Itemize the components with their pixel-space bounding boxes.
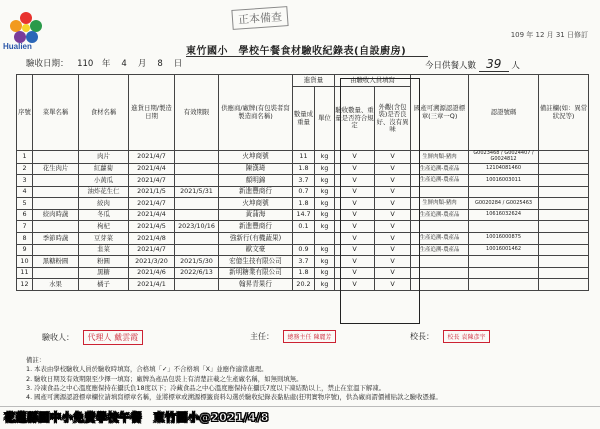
cell-item: 黑糖 — [79, 267, 129, 279]
cell-unit: kg — [315, 198, 335, 210]
cell-expiry — [175, 209, 219, 221]
cell-expiry: 2023/10/16 — [175, 221, 219, 233]
cell-cert: 10016000875 — [469, 233, 539, 245]
cell-expiry — [175, 198, 219, 210]
cell-c2: V — [375, 267, 411, 279]
receipt-date — [26, 57, 182, 69]
receipt-month-unit: 月 — [137, 59, 147, 69]
cell-qty: 14.7 — [293, 209, 315, 221]
cell-item: 冬瓜 — [79, 209, 129, 221]
cell-cert: 10016003011 — [469, 175, 539, 187]
cell-qty: 1.8 — [293, 198, 315, 210]
note-line: 4. 國產可溯源認證標章欄位請填寫標章名稱，並將標章或溯源標籤資料勾選於驗收紀錄表黏貼處(狂明實物序號)，供為廠商謂價補貼款之驗收憑據。 — [26, 393, 442, 402]
cell-supplier: 翰昇青果行 — [219, 279, 293, 291]
cell-dish: 黑糖粉圓 — [33, 256, 79, 268]
cell-expiry: 2021/5/30 — [175, 256, 219, 268]
cell-c1: V — [335, 256, 375, 268]
cell-c2: V — [375, 175, 411, 187]
cell-remark — [539, 209, 589, 221]
cell-qty — [293, 233, 315, 245]
principal-signature — [410, 330, 490, 343]
cell-remark — [539, 175, 589, 187]
cell-cert: 10016001462 — [469, 244, 539, 256]
cell-dish: 季節時蔬 — [33, 233, 79, 245]
receipt-day: 8 — [157, 59, 163, 69]
cell-c1: V — [335, 233, 375, 245]
cell-expiry — [175, 151, 219, 164]
cell-unit: kg — [315, 151, 335, 164]
cell-c1: V — [335, 163, 375, 175]
cell-cert: G0020284 / G0025463 — [469, 198, 539, 210]
cell-item: 絞肉 — [79, 198, 129, 210]
cell-cert — [469, 279, 539, 291]
cell-supplier: 強新行(有機蔬果) — [219, 233, 293, 245]
supervisor-signature — [250, 330, 336, 343]
cell-c2: V — [375, 244, 411, 256]
cell-supplier: 新進豐商行 — [219, 186, 293, 198]
cell-unit: kg — [315, 209, 335, 221]
cell-date: 2021/4/7 — [129, 151, 175, 164]
cell-item: 橘子 — [79, 279, 129, 291]
cell-date: 2021/4/5 — [129, 221, 175, 233]
logo-text: Hualien — [3, 42, 32, 51]
cell-expiry: 2022/6/13 — [175, 267, 219, 279]
cell-c1: V — [335, 221, 375, 233]
cell-item: 油炸花生仁 — [79, 186, 129, 198]
note-line: 備註： — [26, 356, 46, 364]
cell-date: 2021/4/1 — [129, 279, 175, 291]
cell-remark — [539, 244, 589, 256]
footer-caption: 花蓮縣國中小免費學校午餐 東竹國小@2021/4/8 — [4, 411, 269, 424]
cell-supplier: 新進豐商行 — [219, 221, 293, 233]
cell-dish: 水果 — [33, 279, 79, 291]
cell-c2: V — [375, 186, 411, 198]
cell-supplier: 陳漢琦 — [219, 163, 293, 175]
note-line: 3. 冷凍食品之中心溫度應保持在攝氏負18度以下；冷藏食品之中心溫度應保持在攝氏7度以下凍結點以上，禁止在室溫下解凍。 — [26, 383, 386, 392]
cell-seq: 5 — [17, 198, 33, 210]
cell-qty: 1.8 — [293, 163, 315, 175]
cell-unit — [315, 233, 335, 245]
cell-label — [411, 256, 469, 268]
cell-seq: 6 — [17, 209, 33, 221]
cell-c2: V — [375, 256, 411, 268]
cell-remark — [539, 198, 589, 210]
header-date: 進貨日期/製造日期 — [129, 75, 175, 151]
cell-remark — [539, 186, 589, 198]
cell-c1: V — [335, 186, 375, 198]
table-row — [17, 209, 589, 221]
note-line: 1. 本表由學校驗收人員於驗收時填寫，合格填「✓」不合格填「X」並應作適當處理。 — [26, 365, 268, 374]
table-row — [17, 221, 589, 233]
receiver-signature — [42, 330, 143, 345]
supply-count-label: 今日供餐人數 — [425, 61, 477, 71]
table-row — [17, 233, 589, 245]
cell-cert: 10616032624 — [469, 209, 539, 221]
cell-expiry — [175, 244, 219, 256]
cell-label — [411, 267, 469, 279]
cell-date: 2021/4/7 — [129, 244, 175, 256]
receipt-date-label: 驗收日期： — [26, 59, 69, 69]
receiver-label: 驗收人： — [42, 333, 74, 342]
cell-cert — [469, 221, 539, 233]
supply-count — [425, 57, 520, 72]
cell-remark — [539, 279, 589, 291]
cell-label: 生產追溯-農產品 — [411, 244, 469, 256]
cell-c2: V — [375, 233, 411, 245]
header-incoming: 進貨量 — [293, 75, 335, 87]
cell-seq: 1 — [17, 151, 33, 164]
receipt-month: 4 — [121, 59, 127, 69]
cell-qty: 3.7 — [293, 175, 315, 187]
table-row — [17, 244, 589, 256]
cell-c2: V — [375, 209, 411, 221]
footer-divider — [0, 406, 600, 407]
notes-section — [26, 356, 586, 402]
cell-label: 生鮮肉類-豬肉 — [411, 151, 469, 164]
cell-c1: V — [335, 151, 375, 164]
cell-dish — [33, 175, 79, 187]
header-check-group: 由驗收人員填寫 — [335, 75, 411, 87]
cell-item: 肉片 — [79, 151, 129, 164]
cell-supplier: 顏明錦 — [219, 175, 293, 187]
header-supplier: 供應商/廠牌(有包裝者寫製造商名稱) — [219, 75, 293, 151]
cell-seq: 12 — [17, 279, 33, 291]
cell-expiry — [175, 233, 219, 245]
cell-cert: 12104081460 — [469, 163, 539, 175]
cell-dish — [33, 186, 79, 198]
cell-date: 2021/1/5 — [129, 186, 175, 198]
cell-unit: kg — [315, 256, 335, 268]
cell-cert — [469, 267, 539, 279]
cell-unit: kg — [315, 267, 335, 279]
cell-label: 生產追溯-農產品 — [411, 163, 469, 175]
cell-c1: V — [335, 244, 375, 256]
cell-expiry: 2021/5/31 — [175, 186, 219, 198]
cell-c1: V — [335, 209, 375, 221]
header-remark: 備註欄(如：異常狀況等) — [539, 75, 589, 151]
supervisor-label: 主任： — [250, 332, 274, 341]
cell-seq: 2 — [17, 163, 33, 175]
cell-label: 生產追溯-農產品 — [411, 209, 469, 221]
cell-unit: kg — [315, 175, 335, 187]
header-seq: 序號 — [17, 75, 33, 151]
cell-supplier: 火坤商號 — [219, 151, 293, 164]
cell-label — [411, 279, 469, 291]
cell-unit: kg — [315, 244, 335, 256]
receipt-year: 110 — [77, 59, 94, 69]
header-dish: 菜單名稱 — [33, 75, 79, 151]
cell-c2: V — [375, 163, 411, 175]
cell-item: 枸杞 — [79, 221, 129, 233]
cell-seq: 10 — [17, 256, 33, 268]
cell-dish: 絞肉時蔬 — [33, 209, 79, 221]
receipt-day-unit: 日 — [173, 59, 183, 69]
cell-qty: 3.7 — [293, 256, 315, 268]
cell-date: 2021/4/7 — [129, 198, 175, 210]
cell-supplier: 新明糖業有限公司 — [219, 267, 293, 279]
cell-seq: 4 — [17, 186, 33, 198]
cell-date: 2021/4/4 — [129, 163, 175, 175]
supply-count-value: 39 — [479, 57, 509, 72]
header-source-label: 國產可溯源認證標章(三章一Q) — [411, 75, 469, 151]
cell-remark — [539, 256, 589, 268]
cell-dish — [33, 267, 79, 279]
cell-cert: G0023468 / G0024407 / G0024812 — [469, 151, 539, 164]
header-check-qty: 驗收數量、重量是否符合規定 — [335, 87, 375, 151]
receiver-stamp: 代理人 戴雲霞 — [83, 330, 144, 345]
cell-qty: 0.7 — [293, 186, 315, 198]
cell-c2: V — [375, 151, 411, 164]
cell-c2: V — [375, 221, 411, 233]
supply-count-unit: 人 — [511, 61, 520, 71]
table-row — [17, 163, 589, 175]
cell-expiry — [175, 175, 219, 187]
cell-qty: 11 — [293, 151, 315, 164]
cell-item: 韭菜 — [79, 244, 129, 256]
cell-label: 生產追溯-農產品 — [411, 175, 469, 187]
cell-seq: 9 — [17, 244, 33, 256]
cell-seq: 3 — [17, 175, 33, 187]
cell-unit: kg — [315, 186, 335, 198]
cell-expiry — [175, 163, 219, 175]
header-qty: 數量成重量 — [293, 87, 315, 151]
cell-expiry — [175, 279, 219, 291]
cell-date: 2021/4/7 — [129, 175, 175, 187]
cell-seq: 11 — [17, 267, 33, 279]
header-check-look: 外觀(含包裝)是否良好、沒有異味 — [375, 87, 411, 151]
cell-item: 小黃瓜 — [79, 175, 129, 187]
cell-date: 2021/4/6 — [129, 267, 175, 279]
cell-cert — [469, 186, 539, 198]
header-cert-no: 認證號碼 — [469, 75, 539, 151]
cell-label: 生鮮肉類-豬肉 — [411, 198, 469, 210]
cell-label — [411, 221, 469, 233]
cell-dish — [33, 244, 79, 256]
cell-dish — [33, 198, 79, 210]
title-underline — [186, 56, 428, 57]
cell-dish — [33, 151, 79, 164]
cell-supplier: 黃蒲海 — [219, 209, 293, 221]
principal-label: 校長： — [410, 332, 434, 341]
cell-qty: 1.8 — [293, 267, 315, 279]
cell-dish — [33, 221, 79, 233]
cell-c2: V — [375, 198, 411, 210]
header-unit: 單位 — [315, 87, 335, 151]
cell-qty: 0.9 — [293, 244, 315, 256]
supervisor-stamp: 總務主任 陳麗芳 — [283, 330, 337, 343]
table-row — [17, 279, 589, 291]
cell-dish: 花生肉片 — [33, 163, 79, 175]
cell-c1: V — [335, 267, 375, 279]
cell-item: 粉圓 — [79, 256, 129, 268]
cell-remark — [539, 221, 589, 233]
table-row — [17, 151, 589, 164]
cell-seq: 7 — [17, 221, 33, 233]
principal-stamp: 校長 袁陳彥宇 — [443, 330, 491, 343]
header-expiry: 有效期限 — [175, 75, 219, 151]
cell-remark — [539, 163, 589, 175]
table-row — [17, 267, 589, 279]
table-row — [17, 198, 589, 210]
note-line: 2. 驗收日期及有效期限至少擇一填寫；廠牌為產品包裝上有清楚註載之生產廠名稱，如無則填無。 — [26, 374, 303, 383]
handwritten-note: 正本備查 — [231, 6, 288, 30]
cell-unit: kg — [315, 163, 335, 175]
cell-supplier: 火坤商號 — [219, 198, 293, 210]
cell-date: 2021/4/8 — [129, 233, 175, 245]
cell-qty: 20.2 — [293, 279, 315, 291]
cell-c1: V — [335, 279, 375, 291]
cell-qty: 0.1 — [293, 221, 315, 233]
cell-remark — [539, 267, 589, 279]
header-item: 食材名稱 — [79, 75, 129, 151]
table-row — [17, 175, 589, 187]
page-title: 東竹國小 學校午餐食材驗收紀錄表(自設廚房) — [186, 46, 407, 57]
cell-c2: V — [375, 279, 411, 291]
cell-supplier: 歐文豪 — [219, 244, 293, 256]
cell-label: 生產追溯-農產品 — [411, 233, 469, 245]
cell-cert — [469, 256, 539, 268]
cell-date: 2021/3/20 — [129, 256, 175, 268]
cell-c1: V — [335, 198, 375, 210]
cell-remark — [539, 151, 589, 164]
cell-supplier: 宏億生技有限公司 — [219, 256, 293, 268]
revision-date: 109 年 12 月 31 日修訂 — [510, 31, 588, 39]
cell-item: 紅蘿蔔 — [79, 163, 129, 175]
table-row — [17, 186, 589, 198]
cell-c1: V — [335, 175, 375, 187]
cell-date: 2021/4/4 — [129, 209, 175, 221]
cell-item: 豆芽菜 — [79, 233, 129, 245]
cell-seq: 8 — [17, 233, 33, 245]
cell-remark — [539, 233, 589, 245]
cell-label — [411, 186, 469, 198]
receipt-year-unit: 年 — [101, 59, 111, 69]
ingredient-receipt-table — [16, 74, 589, 291]
table-row — [17, 256, 589, 268]
cell-unit: kg — [315, 279, 335, 291]
cell-unit: kg — [315, 221, 335, 233]
